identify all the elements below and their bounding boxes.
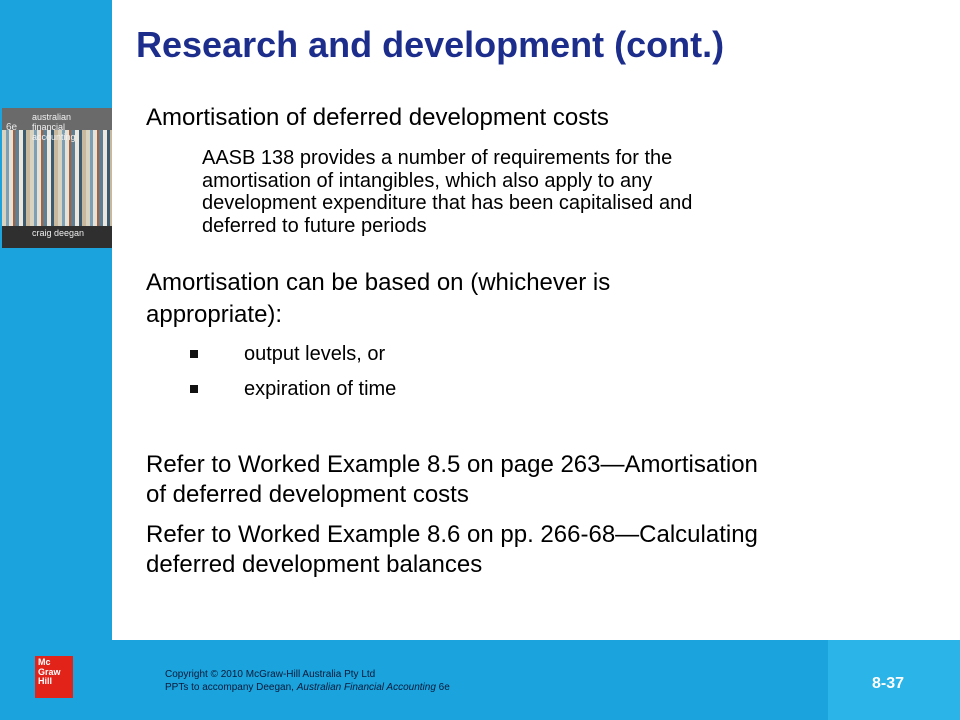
page-number: 8-37 xyxy=(872,675,905,692)
book-cover-image xyxy=(2,108,112,248)
reference-line: of deferred development costs xyxy=(146,481,469,508)
paragraph-line: AASB 138 provides a number of requirements for the xyxy=(202,147,673,169)
paragraph-line: development expenditure that has been capitalised and xyxy=(202,192,693,214)
reference-line: deferred development balances xyxy=(146,551,483,578)
left-sidebar xyxy=(0,0,112,640)
logo-line: Mc xyxy=(38,657,51,667)
cover-edition: 6e xyxy=(6,122,18,133)
logo-line: Graw xyxy=(38,666,61,677)
bullet-square-icon xyxy=(190,385,198,393)
cover-art xyxy=(2,130,112,226)
book-title-italic: Australian Financial Accounting xyxy=(296,682,436,693)
slide-title: Research and development (cont.) xyxy=(136,24,725,65)
paragraph-line: amortisation of intangibles, which also apply to any xyxy=(202,170,653,192)
paragraph-line: deferred to future periods xyxy=(202,215,427,237)
bullet-square-icon xyxy=(190,350,198,358)
cover-title-line: australian xyxy=(32,112,72,122)
footer-bar xyxy=(0,640,960,720)
heading-line: Amortisation can be based on (whichever is xyxy=(146,269,611,296)
reference-line: Refer to Worked Example 8.5 on page 263—Amortisation xyxy=(146,451,758,478)
copyright-prefix: PPTs to accompany Deegan, xyxy=(165,682,297,693)
cover-title xyxy=(32,112,110,142)
copyright-line xyxy=(165,681,450,694)
copyright-line: Copyright © 2010 McGraw-Hill Australia Pty Ltd xyxy=(165,669,376,680)
copyright-notice xyxy=(165,668,450,694)
heading-line: appropriate): xyxy=(146,301,283,328)
cover-author: craig deegan xyxy=(32,228,85,238)
mcgraw-hill-logo xyxy=(35,656,73,698)
list-item: expiration of time xyxy=(244,378,397,400)
reference-line: Refer to Worked Example 8.6 on pp. 266-68—Calculating xyxy=(146,521,758,548)
cover-title-line: financial accounting xyxy=(32,122,76,142)
copyright-suffix: 6e xyxy=(435,682,450,693)
logo-line: Hill xyxy=(38,676,53,686)
heading-amortisation: Amortisation of deferred development costs xyxy=(146,104,609,131)
list-item: output levels, or xyxy=(244,343,386,365)
